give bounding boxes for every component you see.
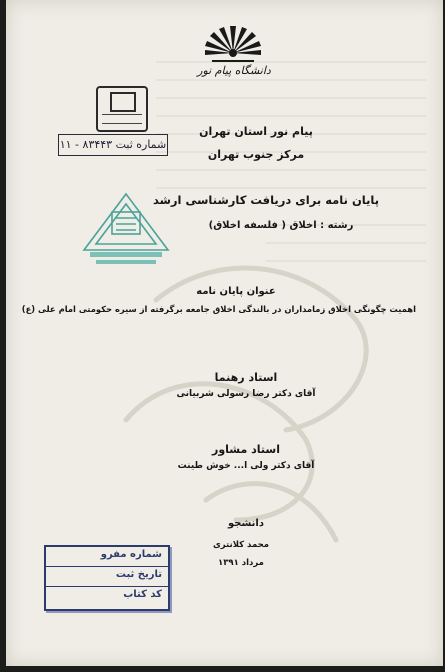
thesis-title: اهمیت چگونگی اخلاق زمامداران در بالندگی اخلاق جامعه برگرفته از سیره حکومتی امام علی (ع): [21, 304, 416, 314]
submission-date: مرداد ۱۳۹۱: [218, 558, 264, 568]
seal-inner-emblem-icon: [110, 92, 136, 112]
thesis-title-label: عنوان پایان نامه: [196, 286, 276, 297]
advisor-label: استاد مشاور: [212, 443, 280, 456]
pnu-sunburst-emblem-icon: [204, 22, 262, 64]
supervisor-label: استاد رهنما: [214, 371, 278, 384]
catalog-field-1: شماره مفرو: [100, 549, 162, 560]
student-name: محمد کلانتری: [212, 540, 270, 550]
header-line-center: مرکز جنوب تهران: [207, 148, 305, 161]
thesis-degree-heading: پایان نامه برای دریافت کارشناسی ارشد: [152, 193, 380, 207]
university-wordmark: دانشگاه پیام نور: [197, 64, 271, 77]
advisor-name: آقای دکتر ولی ا... خوش طینت: [177, 461, 315, 471]
thesis-title-page: [6, 0, 443, 666]
institution-seal-stamp: [96, 86, 148, 132]
catalog-field-3: کد کتاب: [123, 589, 162, 600]
library-catalog-stamp: [44, 545, 170, 611]
student-label: دانشجو: [228, 518, 264, 529]
thesis-field: رشته : اخلاق ( فلسفه اخلاق): [208, 220, 354, 231]
registration-number-text: شماره ثبت ۸۳۴۴۳ - ۱۱: [59, 138, 167, 151]
catalog-field-2: تاریخ ثبت: [115, 569, 162, 580]
supervisor-name: آقای دکتر رضا رسولی شربیانی: [176, 389, 316, 399]
seal-script-line: [102, 114, 142, 124]
header-line-province: پیام نور استان تهران: [199, 125, 313, 138]
